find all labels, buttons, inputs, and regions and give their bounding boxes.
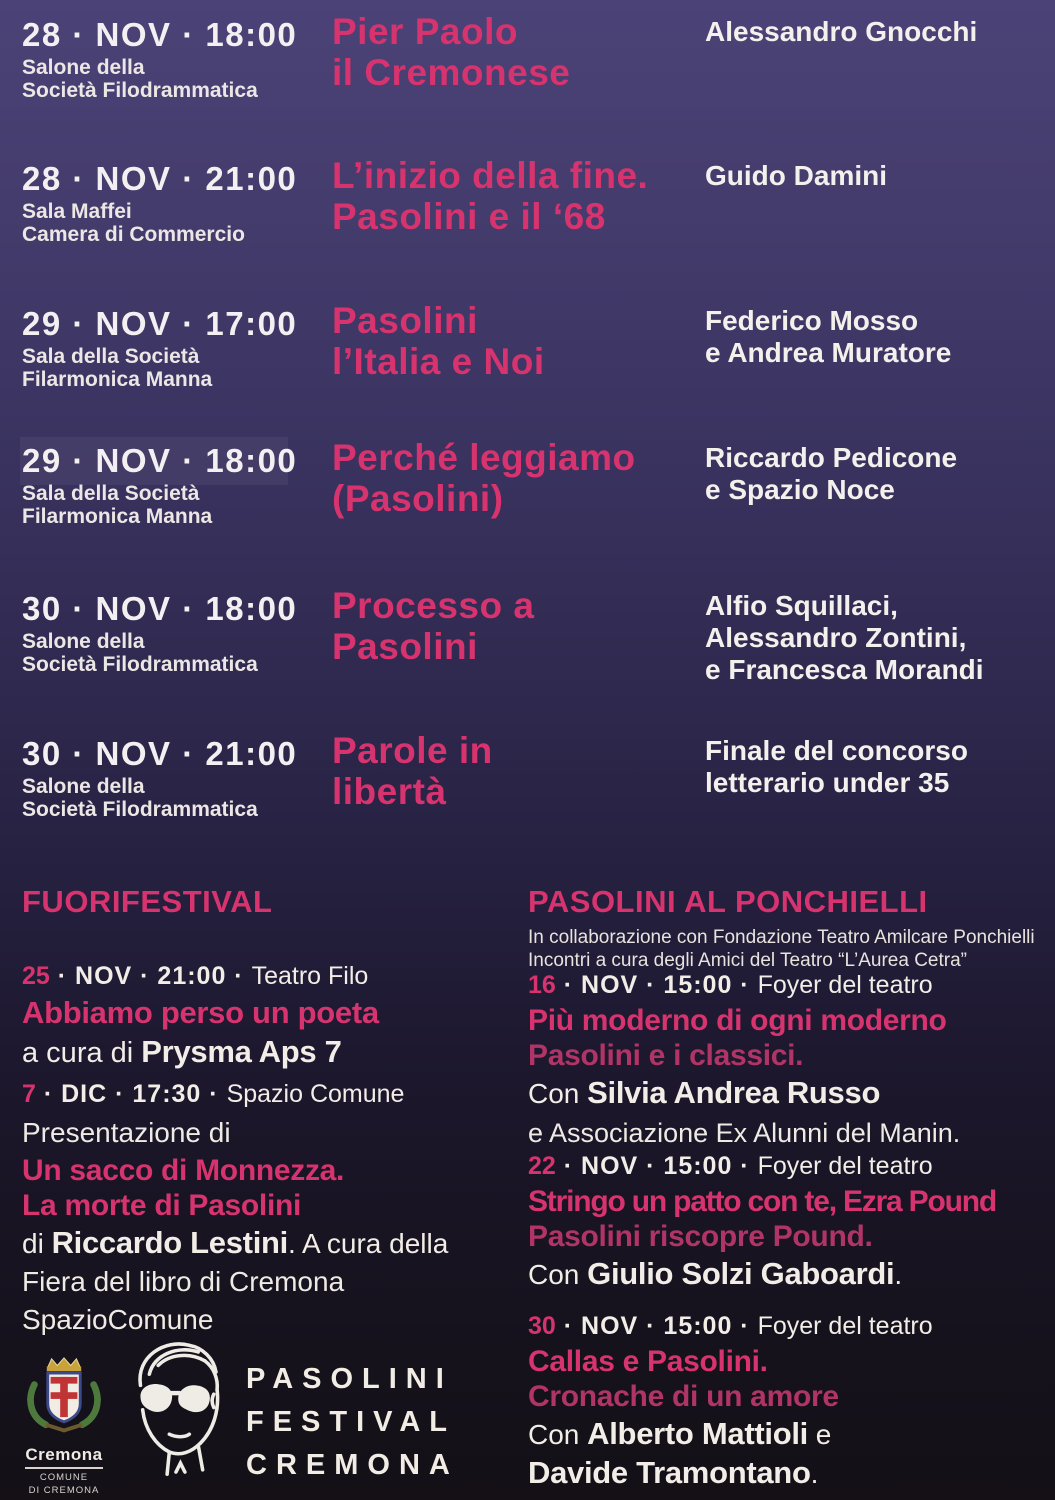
event-title: Pier Paolo il Cremonese [332, 11, 571, 93]
event-venue: Salone della Società Filodrammatica [22, 56, 258, 103]
ponchielli-header: PASOLINI AL PONCHIELLI [528, 884, 928, 919]
item-date-line: 22 · NOV · 15:00 · Foyer del teatro [528, 1152, 933, 1180]
event-speakers: Riccardo Pedicone e Spazio Noce [705, 442, 958, 506]
event-date: 28 · NOV · 18:00 [22, 16, 298, 53]
item-date-line: 7 · DIC · 17:30 · Spazio Comune [22, 1080, 405, 1108]
item-subtitle: Cronache di un amore [528, 1379, 839, 1413]
cremona-crest-icon [21, 1354, 107, 1440]
day-number: 22 [528, 1152, 556, 1180]
event-datetime-venue [22, 160, 327, 246]
event-date: 29 · NOV · 18:00 [22, 442, 298, 479]
event-speakers: Finale del concorso letterario under 35 [705, 735, 968, 799]
event-date: 28 · NOV · 21:00 [22, 160, 298, 197]
day-number: 25 [22, 962, 50, 990]
item-speaker-line: Con Silvia Andrea Russo [528, 1075, 881, 1110]
day-number: 30 [528, 1312, 556, 1340]
festival-wordmark: PASOLINI FESTIVAL CREMONA [246, 1363, 459, 1481]
item-title: Un sacco di Monnezza. [22, 1154, 345, 1187]
event-date: 29 · NOV · 17:00 [22, 305, 298, 342]
fuorifestival-item [22, 1080, 448, 1337]
event-title: L’inizio della fine. Pasolini e il ‘68 [332, 155, 649, 237]
day-number: 16 [528, 971, 556, 999]
item-subtitle: Pasolini e i classici. [528, 1038, 804, 1072]
comune-name-label: Cremona [25, 1445, 102, 1469]
fuorifestival-item [22, 962, 379, 1070]
item-extra-line: e Associazione Ex Alunni del Manin. [528, 1118, 961, 1148]
fuorifestival-header: FUORIFESTIVAL [22, 884, 273, 919]
ponchielli-item [528, 1312, 933, 1491]
event-title: Pasolini l’Italia e Noi [332, 300, 545, 382]
event-speakers: Alessandro Gnocchi [705, 16, 978, 47]
comune-sub-label: COMUNE DI CREMONA [28, 1472, 100, 1496]
item-title: La morte di Pasolini [22, 1188, 302, 1222]
item-date-line: 30 · NOV · 15:00 · Foyer del teatro [528, 1312, 933, 1340]
item-title: Callas e Pasolini. [528, 1345, 768, 1378]
event-venue: Sala della Società Filarmonica Manna [22, 345, 213, 392]
pasolini-face-icon [120, 1332, 232, 1482]
item-speaker-line: Davide Tramontano. [528, 1455, 819, 1490]
item-speaker-line: Con Giulio Solzi Gaboardi. [528, 1256, 903, 1291]
event-datetime-venue [22, 442, 327, 528]
item-title: Più moderno di ogni moderno [528, 1004, 947, 1037]
event-title: Processo a Pasolini [332, 585, 535, 667]
event-title: Perché leggiamo (Pasolini) [332, 437, 636, 519]
comune-cremona-logo [14, 1354, 114, 1498]
event-venue: Sala della Società Filarmonica Manna [22, 482, 213, 529]
item-date-line: 16 · NOV · 15:00 · Foyer del teatro [528, 971, 933, 999]
ponchielli-caption: In collaborazione con Fondazione Teatro Amilcare Ponchielli Incontri a cura degli Amici del Teatro “L’Aurea Cetra” [528, 927, 1035, 971]
item-title: Stringo un patto con te, Ezra Pound [528, 1185, 996, 1218]
item-title: Abbiamo perso un poeta [22, 995, 379, 1030]
event-title: Parole in libertà [332, 730, 493, 812]
event-date: 30 · NOV · 18:00 [22, 590, 298, 627]
event-datetime-venue [22, 735, 327, 821]
item-subtitle: Pasolini riscopre Pound. [528, 1219, 873, 1253]
item-pre-line: Presentazione di [22, 1117, 231, 1148]
event-speakers: Guido Damini [705, 160, 887, 191]
item-extra-line: SpazioComune [22, 1304, 214, 1335]
event-speakers: Federico Mosso e Andrea Muratore [705, 305, 952, 369]
item-extra-line: Fiera del libro di Cremona [22, 1266, 345, 1297]
event-speakers: Alfio Squillaci, Alessandro Zontini, e Francesca Morandi [705, 590, 984, 686]
logo-area [14, 1332, 459, 1498]
item-curator-line: a cura di Prysma Aps 7 [22, 1033, 342, 1069]
event-datetime-venue [22, 16, 327, 102]
day-number: 7 [22, 1080, 36, 1108]
item-speaker-line: Con Alberto Mattioli e [528, 1416, 832, 1451]
event-datetime-venue [22, 590, 327, 676]
event-date: 30 · NOV · 21:00 [22, 735, 298, 772]
item-author-line: di Riccardo Lestini. A cura della [22, 1225, 449, 1260]
ponchielli-item [528, 1152, 996, 1292]
event-venue: Sala Maffei Camera di Commercio [22, 200, 245, 247]
ponchielli-item [528, 971, 960, 1151]
event-datetime-venue [22, 305, 327, 391]
event-venue: Salone della Società Filodrammatica [22, 630, 258, 677]
item-date-line: 25 · NOV · 21:00 · Teatro Filo [22, 962, 369, 990]
event-venue: Salone della Società Filodrammatica [22, 775, 258, 822]
